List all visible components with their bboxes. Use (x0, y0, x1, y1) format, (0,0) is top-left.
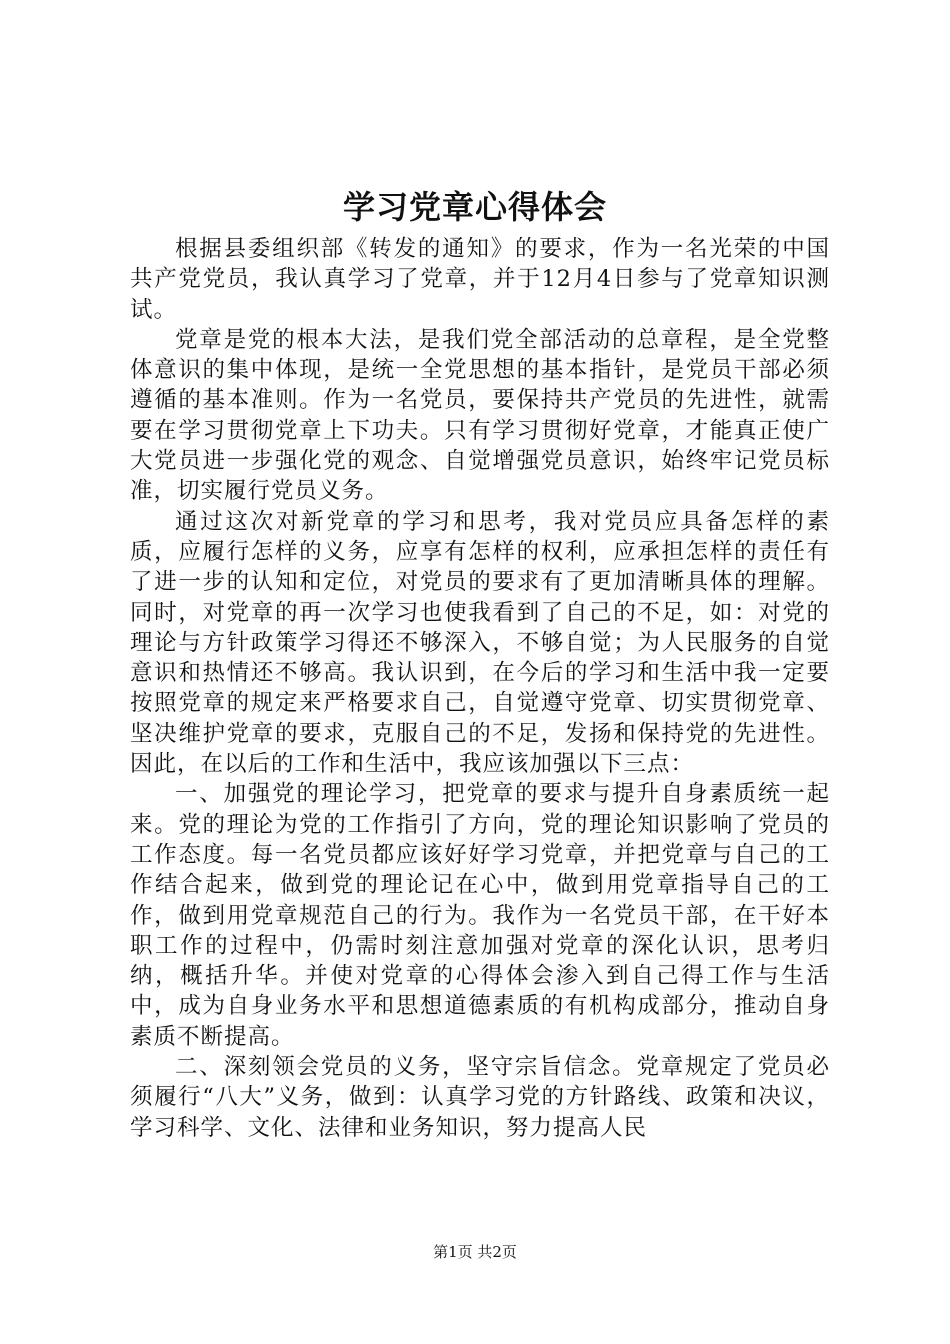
paragraph-reflection: 通过这次对新党章的学习和思考，我对党员应具备怎样的素质，应履行怎样的义务，应享有怎样的权利，应承担怎样的责任有了进一步的认知和定位，对党员的要求有了更加清晰具体的理解。同时，对党章的再一次学习也使我看到了自己的不足，如：对党的理论与方针政策学习得还不够深入，不够自觉；为人民服务的自觉意识和热情还不够高。我认识到，在今后的学习和生活中我一定要按照党章的规定来严格要求自己，自觉遵守党章、切实贯彻党章、坚决维护党章的要求，克服自己的不足，发扬和保持党的先进性。因此，在以后的工作和生活中，我应该加强以下三点： (130, 508, 830, 778)
paragraph-point-two: 二、深刻领会党员的义务，坚守宗旨信念。党章规定了党员必须履行“八大”义务，做到：认真学习党的方针路线、政策和决议，学习科学、文化、法律和业务知识，努力提高人民 (130, 1054, 830, 1141)
paragraph-intro: 根据县委组织部《转发的通知》的要求，作为一名光荣的中国共产党党员，我认真学习了党章，并于12月4日参与了党章知识测试。 (130, 236, 830, 323)
paragraph-point-one: 一、加强党的理论学习，把党章的要求与提升自身素质统一起来。党的理论为党的工作指引了方向，党的理论知识影响了党员的工作态度。每一名党员都应该好好学习党章，并把党章与自己的工作结合起来，做到党的理论记在心中，做到用党章指导自己的工作，做到用党章规范自己的行为。我作为一名党员干部，在干好本职工作的过程中，仍需时刻注意加强对党章的深化认识，思考归纳，概括升华。并使对党章的心得体会渗入到自己得工作与生活中，成为自身业务水平和思想道德素质的有机构成部分，推动自身素质不断提高。 (130, 781, 830, 1050)
document-body (130, 234, 830, 1143)
paragraph-constitution: 党章是党的根本大法，是我们党全部活动的总章程，是全党整体意识的集中体现，是统一全党思想的基本指针，是党员干部必须遵循的基本准则。作为一名党员，要保持共产党员的先进性，就需要在学习贯彻党章上下功夫。只有学习贯彻好党章，才能真正使广大党员进一步强化党的观念、自觉增强党员意识，始终牢记党员标准，切实履行党员义务。 (130, 326, 830, 505)
document-title: 学习党章心得体会 (342, 188, 607, 226)
page-footer: 第1页 共2页 (433, 1243, 517, 1261)
